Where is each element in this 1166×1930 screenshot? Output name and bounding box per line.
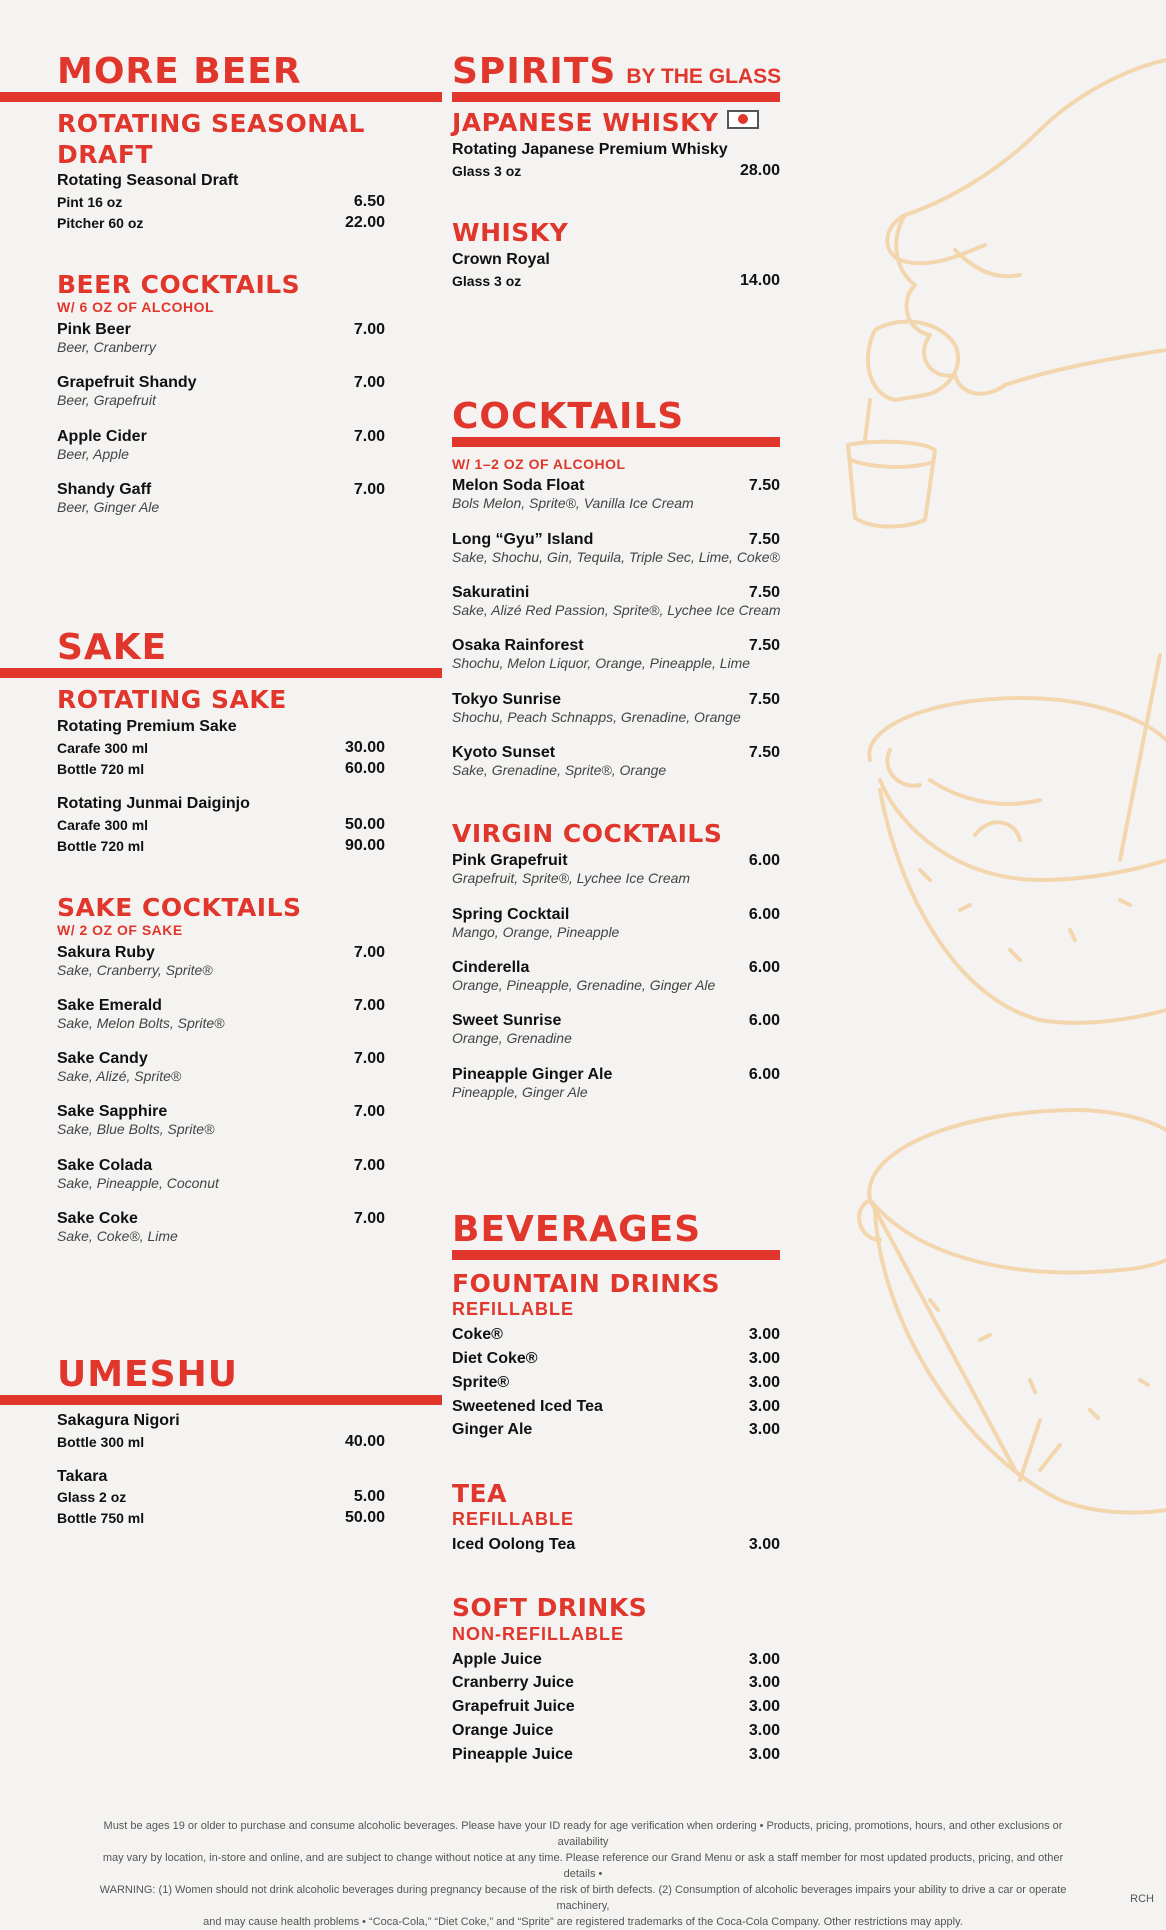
item-desc: Beer, Apple (57, 446, 129, 462)
tea-sub: REFILLABLE (452, 1509, 574, 1529)
price: 50.00 (344, 816, 385, 833)
size-label: Bottle 300 ml (57, 1434, 145, 1450)
item-name: Sprite® (452, 1374, 510, 1391)
soft-drinks-title: SOFT DRINKS (452, 1593, 648, 1622)
fountain-drinks-title: FOUNTAIN DRINKS (452, 1269, 721, 1298)
list-item (452, 1373, 780, 1393)
item-name: Tokyo Sunrise (452, 691, 562, 708)
umeshu-title: UMESHU (57, 1354, 238, 1395)
list-item (452, 250, 780, 270)
price: 3.00 (748, 1722, 780, 1739)
item-name: Ginger Ale (452, 1421, 533, 1438)
size-label: Bottle 750 ml (57, 1510, 145, 1526)
list-item (57, 480, 385, 515)
list-item (57, 717, 385, 737)
price: 7.00 (353, 1103, 385, 1120)
rotating-sake-title: ROTATING SAKE (57, 685, 287, 714)
spirits-subtitle: BY THE GLASS (626, 65, 782, 88)
price: 3.00 (748, 1674, 780, 1691)
item-desc: Beer, Cranberry (57, 339, 156, 355)
beer-cocktails-sub: W/ 6 OZ OF ALCOHOL (57, 299, 215, 315)
size-label: Glass 3 oz (452, 273, 522, 289)
header-bar (452, 1250, 780, 1260)
item-name: Rotating Japanese Premium Whisky (452, 141, 728, 158)
size-label: Pint 16 oz (57, 194, 123, 210)
japanese-whisky-title (452, 107, 792, 138)
beverages-title: BEVERAGES (452, 1209, 702, 1250)
item-name: Sake Coke (57, 1210, 138, 1227)
list-item (452, 1745, 780, 1765)
size-row (57, 759, 385, 779)
item-name: Sakura Ruby (57, 944, 155, 961)
size-row (57, 192, 385, 212)
spirits-title (452, 51, 781, 92)
price: 3.00 (748, 1326, 780, 1343)
whisky-title: WHISKY (452, 218, 569, 247)
list-item (57, 1209, 385, 1244)
price: 3.00 (748, 1698, 780, 1715)
item-name: Grapefruit Juice (452, 1698, 575, 1715)
header-bar (0, 668, 442, 678)
price: 90.00 (344, 837, 385, 854)
size-label: Bottle 720 ml (57, 838, 145, 854)
list-item (452, 1535, 780, 1555)
item-name: Melon Soda Float (452, 477, 585, 494)
item-name: Sweetened Iced Tea (452, 1398, 603, 1415)
size-row (452, 271, 780, 291)
item-desc: Sake, Alizé Red Passion, Sprite®, Lychee Ice Cream (452, 602, 781, 618)
item-desc: Shochu, Melon Liquor, Orange, Pineapple, Lime (452, 655, 751, 671)
item-desc: Mango, Orange, Pineapple (452, 924, 620, 940)
japan-flag-icon (727, 110, 759, 129)
price: 3.00 (748, 1350, 780, 1367)
item-name: Shandy Gaff (57, 481, 152, 498)
list-item (57, 1102, 385, 1137)
list-item (57, 373, 385, 408)
price: 3.00 (748, 1746, 780, 1763)
tea-title: TEA (452, 1479, 507, 1508)
list-item (57, 427, 385, 462)
item-desc: Sake, Shochu, Gin, Tequila, Triple Sec, Lime, Coke® (452, 549, 780, 565)
footer-line: and may cause health problems • “Coca-Cola,” “Diet Coke,” and “Sprite” are registered trademarks of the Coca-Cola Company. Other restrictions may apply. (203, 1916, 963, 1928)
size-row (57, 738, 385, 758)
size-label: Carafe 300 ml (57, 740, 149, 756)
price: 7.00 (353, 481, 385, 498)
japanese-whisky-title-text: JAPANESE WHISKY (452, 108, 719, 137)
list-item (452, 1325, 780, 1345)
price: 7.00 (353, 944, 385, 961)
item-name: Sake Colada (57, 1157, 153, 1174)
item-desc: Bols Melon, Sprite®, Vanilla Ice Cream (452, 495, 694, 511)
price: 6.00 (748, 1012, 780, 1029)
price: 7.00 (353, 1157, 385, 1174)
price: 28.00 (739, 162, 780, 179)
legal-footer (95, 1818, 1071, 1930)
price: 7.00 (353, 1210, 385, 1227)
list-item (57, 171, 385, 191)
item-name: Pineapple Ginger Ale (452, 1066, 613, 1083)
list-item (452, 905, 780, 940)
size-row (57, 836, 385, 856)
price: 22.00 (344, 214, 385, 231)
virgin-cocktails-title: VIRGIN COCKTAILS (452, 819, 723, 848)
item-name: Sakagura Nigori (57, 1412, 180, 1429)
header-bar (452, 92, 780, 102)
item-desc: Grapefruit, Sprite®, Lychee Ice Cream (452, 870, 691, 886)
beer-cocktails-title: BEER COCKTAILS (57, 270, 301, 299)
item-desc: Sake, Alizé, Sprite® (57, 1068, 182, 1084)
list-item (57, 1467, 385, 1487)
footer-line: may vary by location, in-store and online, and are subject to change without notice at any time. Please reference our Grand Menu or ask a staff member for most updated products, pricing, and other details • (102, 1852, 1064, 1880)
header-bar (452, 437, 780, 447)
soft-drinks-sub: NON-REFILLABLE (452, 1624, 624, 1644)
price: 6.00 (748, 1066, 780, 1083)
item-desc: Orange, Pineapple, Grenadine, Ginger Ale (452, 977, 716, 993)
price: 6.00 (748, 959, 780, 976)
price: 7.50 (748, 691, 780, 708)
fountain-drinks-sub: REFILLABLE (452, 1299, 574, 1319)
price: 7.50 (748, 584, 780, 601)
footer-line: Must be ages 19 or older to purchase and consume alcoholic beverages. Please have your ID ready for age verification when ordering • Products, pricing, promotions, hours, and other exclusions or availability (103, 1820, 1063, 1848)
list-item (57, 794, 385, 814)
item-name: Kyoto Sunset (452, 744, 556, 761)
size-label: Pitcher 60 oz (57, 215, 144, 231)
price: 7.50 (748, 531, 780, 548)
item-desc: Sake, Pineapple, Coconut (57, 1175, 219, 1191)
item-name: Pink Grapefruit (452, 852, 568, 869)
list-item (57, 1411, 385, 1431)
size-row (57, 1508, 385, 1528)
price: 7.50 (748, 637, 780, 654)
list-item (452, 1697, 780, 1717)
price: 3.00 (748, 1536, 780, 1553)
list-item (452, 958, 780, 993)
price: 50.00 (344, 1509, 385, 1526)
item-name: Spring Cocktail (452, 906, 570, 923)
item-name: Coke® (452, 1326, 503, 1343)
page-code: RCH (1130, 1893, 1154, 1905)
list-item (57, 943, 385, 978)
cocktails-sub: W/ 1–2 OZ OF ALCOHOL (452, 456, 626, 472)
list-item (452, 1011, 780, 1046)
price: 7.00 (353, 428, 385, 445)
price: 6.00 (748, 852, 780, 869)
item-name: Cinderella (452, 959, 530, 976)
item-name: Long “Gyu” Island (452, 531, 594, 548)
size-row (57, 1432, 385, 1452)
more-beer-title: MORE BEER (57, 51, 302, 92)
price: 7.50 (748, 744, 780, 761)
item-name: Takara (57, 1468, 108, 1485)
item-desc: Sake, Cranberry, Sprite® (57, 962, 213, 978)
price: 3.00 (748, 1651, 780, 1668)
item-desc: Beer, Ginger Ale (57, 499, 160, 515)
item-name: Rotating Junmai Daiginjo (57, 795, 250, 812)
item-name: Grapefruit Shandy (57, 374, 197, 391)
sake-cocktails-sub: W/ 2 OZ OF SAKE (57, 922, 183, 938)
size-label: Glass 3 oz (452, 163, 522, 179)
item-name: Diet Coke® (452, 1350, 538, 1367)
list-item (452, 690, 780, 725)
list-item (57, 1156, 385, 1191)
item-desc: Sake, Grenadine, Sprite®, Orange (452, 762, 667, 778)
price: 6.00 (748, 906, 780, 923)
price: 14.00 (739, 272, 780, 289)
size-row (57, 815, 385, 835)
price: 7.00 (353, 997, 385, 1014)
list-item (452, 583, 781, 618)
size-row (452, 161, 780, 181)
list-item (57, 320, 385, 355)
list-item (452, 851, 780, 886)
item-name: Iced Oolong Tea (452, 1536, 576, 1553)
item-name: Sweet Sunrise (452, 1012, 562, 1029)
item-name: Apple Juice (452, 1651, 542, 1668)
price: 3.00 (748, 1421, 780, 1438)
price: 60.00 (344, 760, 385, 777)
header-bar (0, 92, 442, 102)
price: 30.00 (344, 739, 385, 756)
item-desc: Sake, Blue Bolts, Sprite® (57, 1121, 215, 1137)
list-item (452, 476, 780, 511)
price: 40.00 (344, 1433, 385, 1450)
item-name: Apple Cider (57, 428, 147, 445)
item-desc: Sake, Coke®, Lime (57, 1228, 178, 1244)
item-name: Osaka Rainforest (452, 637, 584, 654)
list-item (452, 1065, 780, 1100)
item-name: Rotating Seasonal Draft (57, 172, 239, 189)
size-label: Carafe 300 ml (57, 817, 149, 833)
item-desc: Beer, Grapefruit (57, 392, 156, 408)
price: 7.50 (748, 477, 780, 494)
price: 7.00 (353, 374, 385, 391)
footer-line: WARNING: (1) Women should not drink alcoholic beverages during pregnancy because of the risk of birth defects. (2) Consumption of alcoholic beverages impairs your ability to drive a car or operate machinery, (99, 1884, 1067, 1912)
item-desc: Pineapple, Ginger Ale (452, 1084, 588, 1100)
item-name: Pineapple Juice (452, 1746, 573, 1763)
size-label: Bottle 720 ml (57, 761, 145, 777)
item-name: Orange Juice (452, 1722, 554, 1739)
item-name: Cranberry Juice (452, 1674, 574, 1691)
list-item (452, 1397, 780, 1417)
item-desc: Shochu, Peach Schnapps, Grenadine, Orange (452, 709, 741, 725)
item-desc: Orange, Grenadine (452, 1030, 572, 1046)
cocktails-title: COCKTAILS (452, 396, 685, 437)
price: 3.00 (748, 1374, 780, 1391)
rotating-draft-title: ROTATING SEASONAL DRAFT (57, 109, 365, 169)
list-item (452, 1721, 780, 1741)
list-item (57, 996, 385, 1031)
sake-title: SAKE (57, 627, 168, 668)
price: 6.50 (353, 193, 385, 210)
list-item (452, 140, 780, 160)
price: 7.00 (353, 1050, 385, 1067)
list-item (452, 1650, 780, 1670)
spirits-title-text: SPIRITS (452, 51, 617, 92)
list-item (57, 1049, 385, 1084)
item-name: Sake Candy (57, 1050, 148, 1067)
list-item (452, 1673, 780, 1693)
size-label: Glass 2 oz (57, 1489, 127, 1505)
price: 3.00 (748, 1398, 780, 1415)
item-name: Sake Sapphire (57, 1103, 168, 1120)
item-name: Sakuratini (452, 584, 530, 601)
list-item (452, 743, 780, 778)
list-item (452, 1349, 780, 1369)
price: 7.00 (353, 321, 385, 338)
item-name: Sake Emerald (57, 997, 162, 1014)
list-item (452, 1420, 780, 1440)
list-item (452, 530, 780, 565)
item-desc: Sake, Melon Bolts, Sprite® (57, 1015, 225, 1031)
size-row (57, 1487, 385, 1507)
list-item (452, 636, 780, 671)
size-row (57, 213, 385, 233)
sake-cocktails-title: SAKE COCKTAILS (57, 893, 302, 922)
item-name: Crown Royal (452, 251, 550, 268)
item-name: Rotating Premium Sake (57, 718, 237, 735)
item-name: Pink Beer (57, 321, 131, 338)
price: 5.00 (353, 1488, 385, 1505)
header-bar (0, 1395, 442, 1405)
